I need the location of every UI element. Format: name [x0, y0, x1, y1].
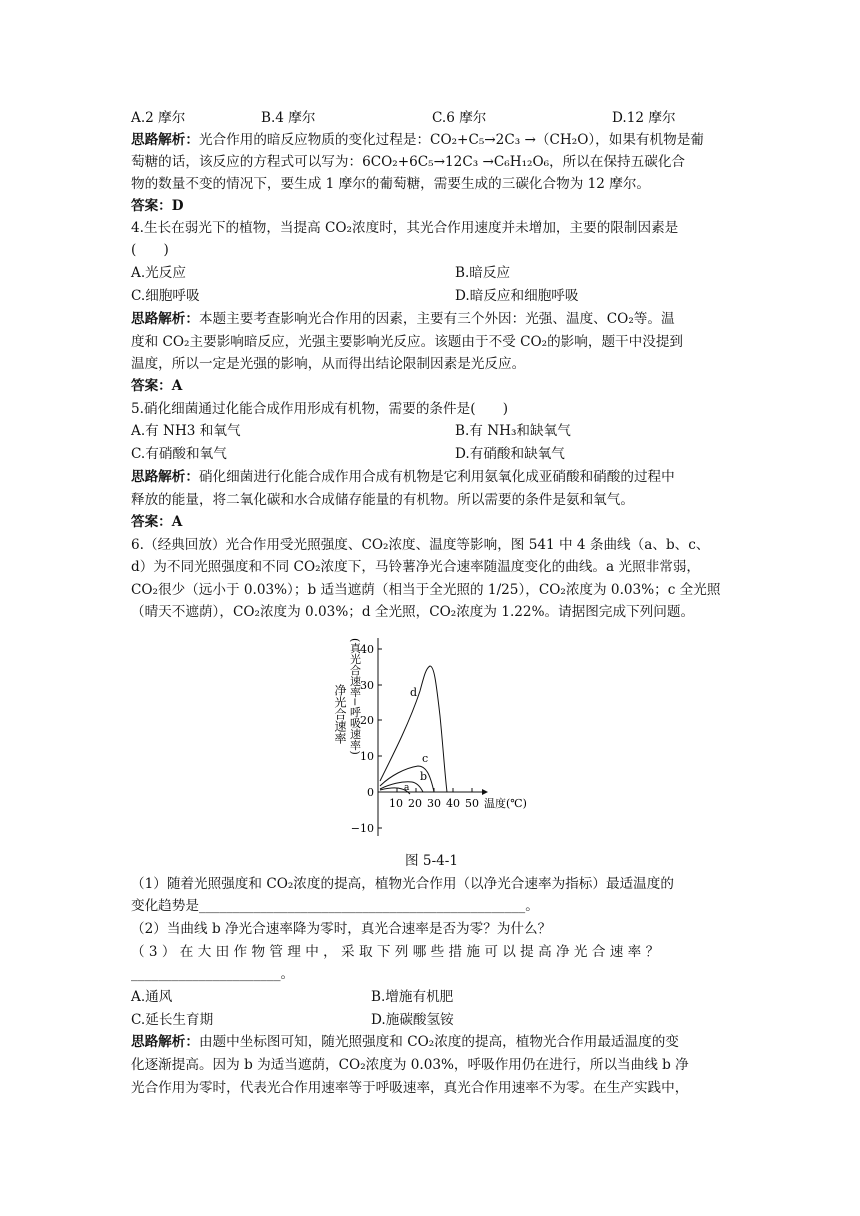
x-axis-arrow: [482, 789, 488, 795]
q6-option-a: A.通风: [131, 989, 173, 1005]
y-tick-label: 20: [360, 714, 374, 727]
q4-analysis-line: [131, 309, 731, 329]
analysis-text: 硝化细菌进行化能合成作用合成有机物是它利用氨氧化成亚硝酸和硝酸的过程中: [198, 469, 675, 485]
q6-sub3: （ 3 ） 在 大 田 作 物 管 理 中 ， 采 取 下 列 哪 些 措 施 可 以 提 高 净 光 合 速 率 ？: [131, 944, 660, 960]
q3-analysis-line: [131, 130, 731, 150]
q3-answer: [131, 196, 731, 216]
q6-sub1: （1）随着光照强度和 CO₂浓度的提高，植物光合作用（以净光合速率为指标）最适温度的: [131, 876, 674, 892]
analysis-text: 本题主要考查影响光合作用的因素，主要有三个外因：光强、温度、CO₂等。温: [198, 311, 675, 327]
x-axis-label: 温度(℃): [484, 797, 527, 810]
y-tick-label: 10: [360, 750, 374, 763]
q4-option-b: B.暗反应: [455, 265, 511, 281]
y-axis-label-inner: (真光合速率−呼吸速率): [348, 638, 362, 755]
q3-analysis-line: 萄糖的话，该反应的方程式可以写为：6CO₂+6C₅→12C₃ →C₆H₁₂O₆，所以在保持五碳化合: [131, 154, 686, 170]
analysis-label: 思路解析：: [131, 132, 199, 148]
q3-option-b: B.4 摩尔: [261, 110, 316, 126]
q4-stem: 4.生长在弱光下的植物，当提高 CO₂浓度时，其光合作用速度并未增加，主要的限制因素是: [131, 220, 679, 236]
curve-b: [380, 782, 423, 792]
q4-analysis-line: 温度，所以一定是光强的影响，从而得出结论限制因素是光反应。: [131, 356, 526, 372]
q4-answer: [131, 376, 731, 396]
analysis-text: 光合作用的暗反应物质的变化过程是：CO₂+C₅→2C₃ →（CH₂O），如果有机物是葡: [198, 132, 704, 148]
q5-answer: [131, 512, 731, 532]
q6-analysis-line: [131, 1032, 731, 1052]
curve-label-d: d: [410, 686, 418, 699]
q6-stem: d）为不同光照强度和不同 CO₂浓度下，马铃薯净光合速率随温度变化的曲线。a 光照非常弱，: [131, 559, 701, 575]
analysis-label: 思路解析：: [131, 311, 199, 327]
answer-label: 答案：: [131, 514, 172, 530]
q4-option-c: C.细胞呼吸: [131, 288, 200, 304]
q5-option-d: D.有硝酸和缺氧气: [455, 446, 565, 462]
q3-option-c: C.6 摩尔: [432, 110, 487, 126]
q6-analysis-line: 化逐渐提高。因为 b 为适当遮荫，CO₂浓度为 0.03%，呼吸作用仍在进行，所以当曲线 b 净: [131, 1057, 689, 1073]
q3-option-a: A.2 摩尔: [131, 110, 186, 126]
q6-stem: 6.（经典回放）光合作用受光照强度、CO₂浓度、温度等影响，图 541 中 4 条曲线（a、b、c、: [131, 537, 710, 553]
q6-option-d: D.施碳酸氢铵: [371, 1012, 454, 1028]
figure-caption: 图 5-4-1: [405, 853, 459, 869]
q6-sub3: ______________________。: [131, 966, 295, 982]
q6-sub1: 变化趋势是________________________________________________。: [131, 898, 539, 914]
analysis-text: 由题中坐标图可知，随光照强度和 CO₂浓度的提高，植物光合作用最适温度的变: [198, 1034, 679, 1050]
q4-option-a: A.光反应: [131, 265, 186, 281]
q5-option-c: C.有硝酸和氧气: [131, 446, 227, 462]
q6-stem: CO₂很少（远小于 0.03%）；b 适当遮荫（相当于全光照的 1/25），CO₂浓度为 0.03%；c 全光照: [131, 582, 721, 598]
analysis-label: 思路解析：: [131, 1034, 199, 1050]
curve-label-a: a: [404, 783, 410, 793]
y-tick-label: 0: [367, 786, 374, 799]
x-tick-label: 10: [389, 797, 403, 810]
q5-option-a: A.有 NH3 和氧气: [131, 423, 241, 439]
q6-sub2: （2）当曲线 b 净光合速率降为零时，真光合速率是否为零？为什么？: [131, 921, 552, 937]
q4-stem: ( ): [131, 242, 169, 258]
y-tick-label: −10: [350, 822, 374, 835]
answer-value: A: [171, 514, 183, 530]
q6-option-c: C.延长生育期: [131, 1012, 214, 1028]
y-tick-label: 30: [360, 679, 374, 692]
q6-stem: （晴天不遮荫），CO₂浓度为 0.03%；d 全光照，CO₂浓度为 1.22%。请据图完成下列问题。: [131, 604, 695, 620]
q5-analysis-line: [131, 467, 731, 487]
q5-option-b: B.有 NH₃和缺氧气: [455, 423, 571, 439]
q3-analysis-line: 物的数量不变的情况下，要生成 1 摩尔的葡萄糖，需要生成的三碳化合物为 12 摩尔。: [131, 176, 651, 192]
x-tick-label: 30: [427, 797, 441, 810]
photosynthesis-rate-figure: [330, 636, 530, 846]
curve-label-c: c: [422, 752, 429, 765]
q5-stem: 5.硝化细菌通过化能合成作用形成有机物，需要的条件是( ): [131, 401, 509, 417]
answer-value: A: [171, 378, 183, 394]
answer-label: 答案：: [131, 198, 172, 214]
analysis-label: 思路解析：: [131, 469, 199, 485]
answer-value: D: [171, 198, 184, 214]
q4-option-d: D.暗反应和细胞呼吸: [455, 288, 579, 304]
x-tick-label: 50: [465, 797, 479, 810]
x-tick-label: 40: [446, 797, 460, 810]
y-tick-label: 40: [360, 643, 374, 656]
y-axis-label-outer: 净光合速率: [333, 684, 347, 744]
q6-option-b: B.增施有机肥: [371, 989, 454, 1005]
q3-option-d: D.12 摩尔: [612, 110, 676, 126]
q6-analysis-line: 光合作用为零时，代表光合作用速率等于呼吸速率，真光合作用速率不为零。在生产实践中，: [131, 1080, 689, 1096]
curve-label-b: b: [420, 770, 428, 783]
x-tick-label: 20: [408, 797, 422, 810]
answer-label: 答案：: [131, 378, 172, 394]
q4-analysis-line: 度和 CO₂主要影响暗反应，光强主要影响光反应。该题由于不受 CO₂的影响，题干中没提到: [131, 334, 684, 350]
q5-analysis-line: 释放的能量，将二氧化碳和水合成储存能量的有机物。所以需要的条件是氨和氧气。: [131, 492, 634, 508]
curve-d: [380, 666, 447, 792]
